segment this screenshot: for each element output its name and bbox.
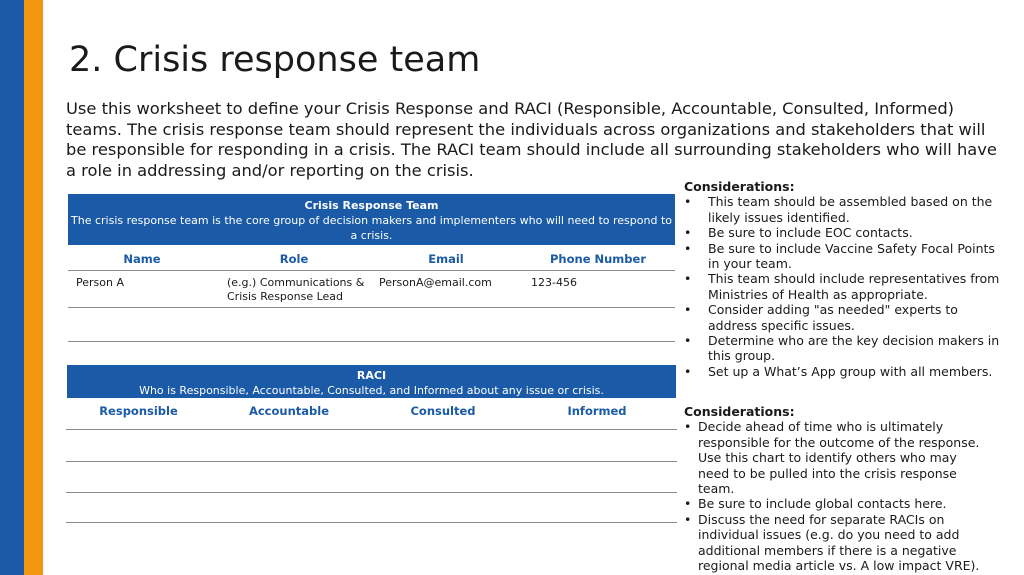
- list-item: • Set up a What’s App group with all members.: [684, 364, 1004, 379]
- raci-row-divider: [66, 429, 677, 430]
- crisis-table-title: Crisis Response Team: [304, 199, 439, 212]
- raci-table-header: [67, 365, 676, 398]
- left-blue-bar: [0, 0, 24, 575]
- row1-email: PersonA@email.com: [379, 276, 492, 289]
- crisis-row-divider: [68, 307, 675, 308]
- raci-row-divider: [66, 461, 677, 462]
- col-role: Role: [279, 252, 309, 266]
- col-phone: Phone Number: [549, 252, 646, 266]
- considerations-list: [684, 194, 1004, 379]
- list-item: • Decide ahead of time who is ultimately responsible for the outcome of the response. Use this chart to identify others who may need to be pulled into the crisis response team.: [684, 419, 984, 496]
- crisis-table-subtitle: The crisis response team is the core group of decision makers and implementers who will need to respond to a crisis.: [71, 214, 672, 242]
- list-item: • This team should include representatives from Ministries of Health as appropriate.: [684, 271, 1004, 302]
- crisis-row-divider: [68, 341, 675, 342]
- col-email: Email: [428, 252, 464, 266]
- raci-row-divider: [66, 492, 677, 493]
- considerations-raci: [684, 404, 984, 573]
- list-item: • This team should be assembled based on the likely issues identified.: [684, 194, 1004, 225]
- raci-table-title: RACI: [356, 369, 387, 382]
- raci-table-subtitle: Who is Responsible, Accountable, Consulted, and Informed about any issue or crisis.: [139, 384, 604, 397]
- crisis-table-header: [68, 194, 675, 245]
- col-informed: Informed: [567, 404, 627, 418]
- intro-paragraph: Use this worksheet to define your Crisis Response and RACI (Responsible, Accountable, Consulted, Informed) teams. The crisis response team should represent the individuals across organizations and stakeholders that will be responsible for responding in a crisis. The RACI team should include all surrounding stakeholders who will have a role in addressing and/or reporting on the crisis.: [66, 99, 997, 180]
- col-name: Name: [123, 252, 161, 266]
- considerations-title: Considerations:: [684, 404, 795, 419]
- row1-role: (e.g.) Communications & Crisis Response Lead: [227, 276, 365, 303]
- list-item: • Consider adding "as needed" experts to address specific issues.: [684, 302, 1004, 333]
- list-item: • Be sure to include Vaccine Safety Focal Points in your team.: [684, 241, 1004, 272]
- list-item: • Determine who are the key decision makers in this group.: [684, 333, 1004, 364]
- page-title: 2. Crisis response team: [69, 40, 481, 80]
- row1-phone: 123-456: [531, 276, 577, 289]
- col-responsible: Responsible: [99, 404, 178, 418]
- list-item: • Be sure to include global contacts here.: [684, 496, 984, 511]
- list-item: • Be sure to include EOC contacts.: [684, 225, 1004, 240]
- crisis-header-divider: [68, 270, 675, 271]
- considerations-list: [684, 419, 984, 573]
- col-accountable: Accountable: [248, 404, 330, 418]
- col-consulted: Consulted: [410, 404, 476, 418]
- raci-row-divider: [66, 522, 677, 523]
- considerations-crisis-team: [684, 179, 1004, 379]
- left-orange-bar: [24, 0, 43, 575]
- list-item: • Discuss the need for separate RACIs on individual issues (e.g. do you need to add additional members if there is a negative regional media article vs. A low impact VRE).: [684, 512, 984, 574]
- row1-name: Person A: [76, 276, 124, 289]
- considerations-title: Considerations:: [684, 179, 795, 194]
